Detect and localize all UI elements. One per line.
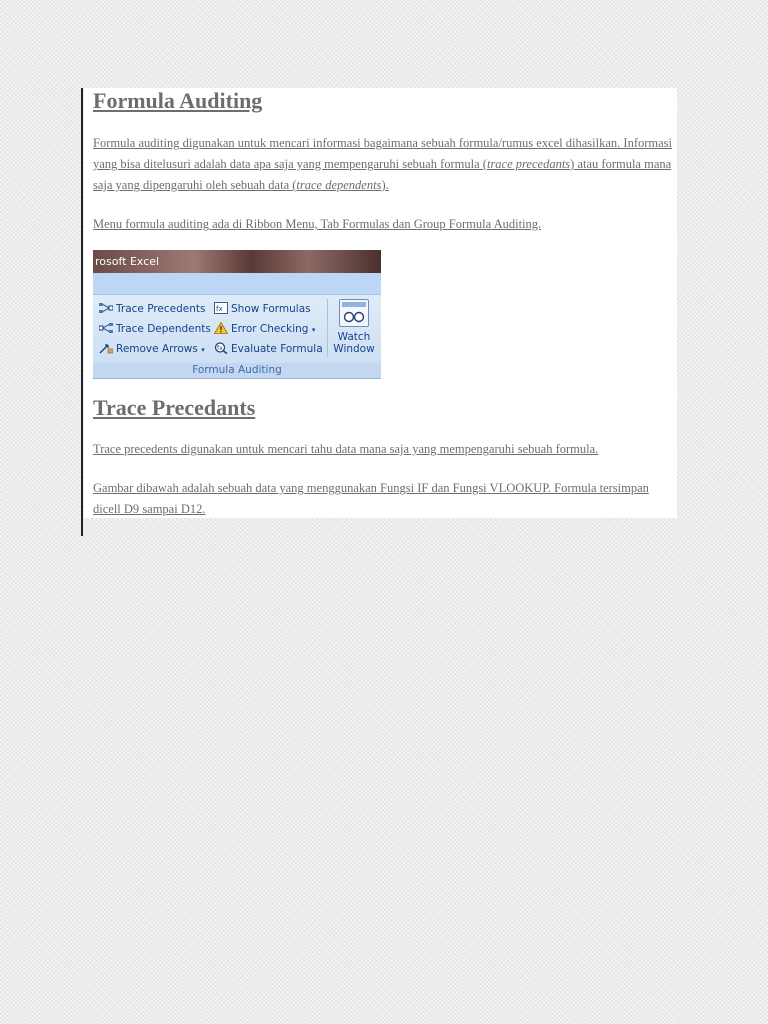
paragraph-menu-location: Menu formula auditing ada di Ribbon Menu, Tab Formulas dan Group Formula Auditing. bbox=[93, 217, 542, 231]
show-formulas-label: Show Formulas bbox=[231, 303, 311, 315]
watch-window-label-line2: Window bbox=[333, 343, 375, 355]
trace-precedents-button[interactable] bbox=[99, 301, 206, 317]
watch-window-icon bbox=[339, 299, 369, 327]
term-trace-precedants: trace precedants bbox=[486, 157, 571, 171]
term-trace-dependents: trace dependents bbox=[296, 178, 382, 192]
ribbon-screenshot bbox=[93, 250, 381, 379]
remove-arrows-label: Remove Arrows bbox=[116, 343, 198, 355]
paragraph-intro-text-b: ) atau formula mana saja yang dipengaruhi oleh sebuah data ( bbox=[93, 157, 672, 192]
ribbon-tab-band bbox=[93, 273, 381, 294]
error-checking-dropdown-icon[interactable]: ▾ bbox=[311, 326, 316, 334]
heading-trace-precedants: Trace Precedants bbox=[93, 395, 256, 420]
heading-formula-auditing: Formula Auditing bbox=[93, 88, 263, 113]
error-checking-icon bbox=[214, 322, 228, 334]
paragraph-intro-text-c: ). bbox=[381, 178, 389, 192]
remove-arrows-dropdown-icon[interactable]: ▾ bbox=[201, 346, 205, 354]
excel-title-bar: rosoft Excel bbox=[93, 250, 381, 273]
show-formulas-button[interactable] bbox=[214, 301, 311, 317]
error-checking-label: Error Checking bbox=[231, 323, 309, 335]
document-page bbox=[84, 88, 677, 518]
left-margin-rule bbox=[81, 88, 83, 536]
evaluate-formula-icon bbox=[214, 342, 228, 354]
paragraph-example: Gambar dibawah adalah sebuah data yang menggunakan Fungsi IF dan Fungsi VLOOKUP. Formula tersimpan dicell D9 sampai D12. bbox=[93, 481, 649, 516]
watch-window-label-line1: Watch bbox=[337, 331, 371, 343]
error-checking-button[interactable] bbox=[214, 321, 315, 337]
remove-arrows-icon bbox=[99, 342, 113, 354]
trace-precedents-label: Trace Precedents bbox=[116, 303, 206, 315]
formula-auditing-group bbox=[93, 294, 381, 378]
svg-text:fx: fx bbox=[217, 345, 223, 352]
evaluate-formula-button[interactable] bbox=[214, 341, 323, 357]
evaluate-formula-label: Evaluate Formula bbox=[231, 343, 323, 355]
svg-text:fx: fx bbox=[216, 305, 223, 313]
paragraph-intro bbox=[93, 133, 673, 196]
remove-arrows-button[interactable] bbox=[99, 341, 205, 357]
trace-dependents-button[interactable] bbox=[99, 321, 211, 337]
trace-precedents-icon bbox=[99, 302, 113, 314]
trace-dependents-icon bbox=[99, 322, 113, 334]
paragraph-intro-text-a: Formula auditing digunakan untuk mencari informasi bagaimana sebuah formula/rumus excel dihasilkan. Informasi yang bisa ditelusuri adalah data apa saja yang mempengaruhi sebuah formula ( bbox=[93, 136, 673, 171]
trace-dependents-label: Trace Dependents bbox=[116, 323, 211, 335]
ribbon-group-separator bbox=[327, 299, 328, 357]
watch-window-button[interactable] bbox=[331, 297, 377, 355]
group-label-formula-auditing: Formula Auditing bbox=[93, 363, 381, 378]
show-formulas-icon bbox=[214, 302, 228, 314]
paragraph-trace-precedents: Trace precedents digunakan untuk mencari tahu data mana saja yang mempengaruhi sebuah formula. bbox=[93, 442, 599, 456]
